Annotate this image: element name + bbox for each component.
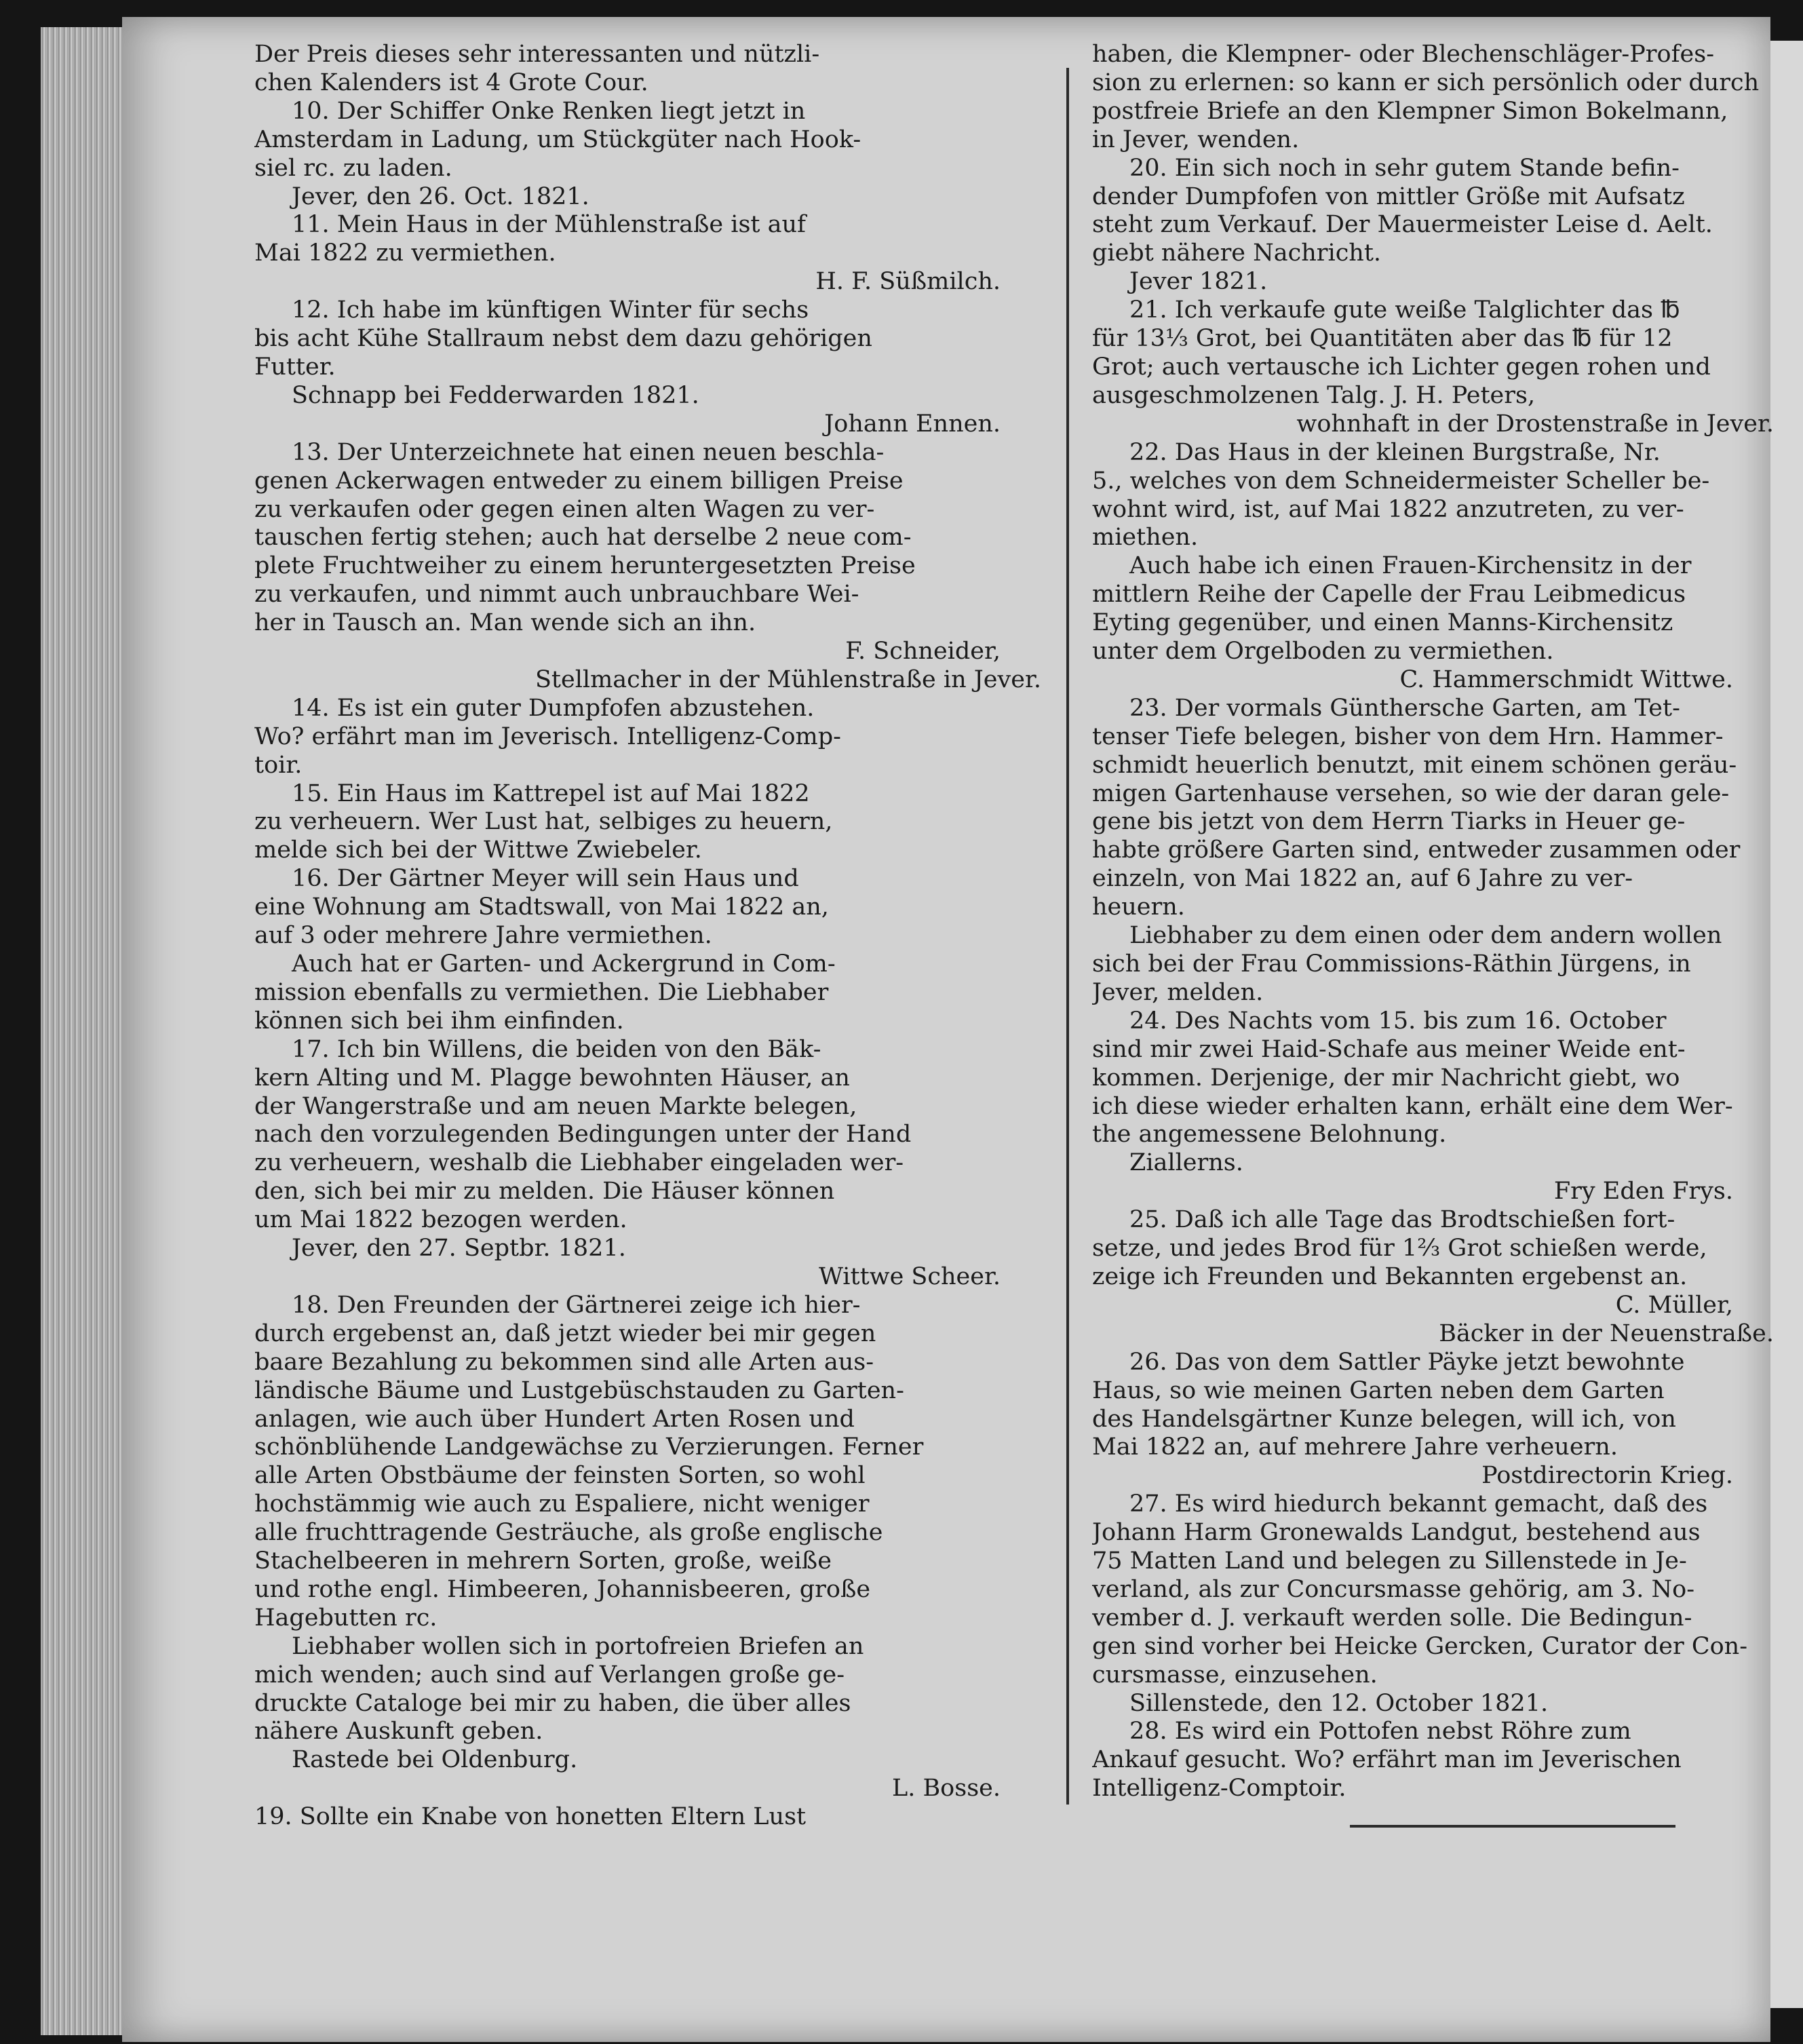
text-line: können sich bei ihm einfinden.	[254, 1007, 624, 1035]
text-line: setze, und jedes Brod für 1⅔ Grot schießen werde,	[1092, 1235, 1707, 1262]
text-line: toir.	[254, 751, 303, 779]
text-line: Wo? erfährt man im Jeverisch. Intelligenz-Comp-	[254, 722, 841, 750]
text-line: Jever 1821.	[1129, 268, 1268, 296]
text-line: 14. Es ist ein guter Dumpfofen abzustehen.	[292, 694, 815, 722]
text-line: Mai 1822 zu vermiethen.	[254, 239, 556, 267]
text-line: baare Bezahlung zu bekommen sind alle Arten aus-	[254, 1348, 874, 1376]
text-line: Schnapp bei Fedderwarden 1821.	[292, 381, 699, 409]
text-line: auf 3 oder mehrere Jahre vermiethen.	[254, 922, 712, 950]
text-line: Der Preis dieses sehr interessanten und nützli-	[254, 41, 820, 68]
text-line: her in Tausch an. Man wende sich an ihn.	[254, 609, 756, 637]
text-line: 20. Ein sich noch in sehr gutem Stande befin-	[1129, 154, 1680, 182]
text-line: 26. Das von dem Sattler Päyke jetzt bewohnte	[1129, 1348, 1685, 1376]
text-line: zu verheuern. Wer Lust hat, selbiges zu heuern,	[254, 808, 833, 836]
text-line: C. Hammerschmidt Wittwe.	[1399, 666, 1733, 693]
text-line: mission ebenfalls zu vermiethen. Die Liebhaber	[254, 978, 829, 1006]
text-line: heuern.	[1092, 893, 1185, 921]
text-line: 15. Ein Haus im Kattrepel ist auf Mai 1822	[292, 779, 810, 807]
text-line: nach den vorzulegenden Bedingungen unter der Hand	[254, 1121, 912, 1149]
text-line: Johann Harm Gronewalds Landgut, bestehend aus	[1092, 1519, 1701, 1547]
text-line: 21. Ich verkaufe gute weiße Talglichter das ℔	[1129, 296, 1680, 324]
text-line: schönblühende Landgewächse zu Verzierungen. Ferner	[254, 1433, 924, 1461]
text-line: sion zu erlernen: so kann er sich persönlich oder durch	[1092, 69, 1760, 96]
text-line: zu verheuern, weshalb die Liebhaber eingeladen wer-	[254, 1149, 904, 1177]
text-line: Auch habe ich einen Frauen-Kirchensitz in der	[1129, 552, 1692, 580]
text-line: Liebhaber wollen sich in portofreien Briefen an	[292, 1632, 864, 1660]
text-line: wohnt wird, ist, auf Mai 1822 anzutreten, zu ver-	[1092, 495, 1684, 523]
right-text-column	[1092, 41, 1774, 1803]
text-line: 12. Ich habe im künftigen Winter für sechs	[292, 296, 809, 324]
text-line: kommen. Derjenige, der mir Nachricht giebt, wo	[1092, 1064, 1680, 1092]
text-line: Jever, den 26. Oct. 1821.	[292, 182, 589, 210]
text-line: melde sich bei der Wittwe Zwiebeler.	[254, 836, 702, 864]
text-line: Postdirectorin Krieg.	[1481, 1462, 1733, 1490]
text-line: giebt nähere Nachricht.	[1092, 239, 1382, 267]
text-line: H. F. Süßmilch.	[815, 268, 1001, 296]
text-line: 11. Mein Haus in der Mühlenstraße ist auf	[292, 211, 806, 239]
text-line: mittlern Reihe der Capelle der Frau Leibmedicus	[1092, 581, 1686, 609]
text-line: Johann Ennen.	[824, 410, 1001, 438]
text-line: ich diese wieder erhalten kann, erhält eine dem Wer-	[1092, 1092, 1733, 1120]
text-line: haben, die Klempner- oder Blechenschläger-Profes-	[1092, 41, 1715, 68]
text-line: Sillenstede, den 12. October 1821.	[1129, 1689, 1549, 1717]
text-line: habte größere Garten sind, entweder zusammen oder	[1092, 836, 1741, 864]
text-line: Amsterdam in Ladung, um Stückgüter nach Hook-	[254, 126, 861, 153]
text-line: zu verkaufen, und nimmt auch unbrauchbare Wei-	[254, 581, 859, 609]
text-line: Hagebutten rc.	[254, 1604, 438, 1632]
text-line: verland, als zur Concursmasse gehörig, am 3. No-	[1092, 1575, 1695, 1603]
text-line: und rothe engl. Himbeeren, Johannisbeeren, große	[254, 1575, 871, 1603]
text-line: der Wangerstraße und am neuen Markte belegen,	[254, 1092, 857, 1120]
text-line: 28. Es wird ein Pottofen nebst Röhre zum	[1129, 1718, 1631, 1746]
text-line: schmidt heuerlich benutzt, mit einem schönen geräu-	[1092, 751, 1737, 779]
text-line: cursmasse, einzusehen.	[1092, 1661, 1378, 1689]
text-line: zeige ich Freunden und Bekannten ergebenst an.	[1092, 1262, 1688, 1290]
text-line: hochstämmig wie auch zu Espaliere, nicht weniger	[254, 1490, 870, 1518]
text-line: Auch hat er Garten- und Ackergrund in Com-	[292, 950, 836, 978]
text-line: sind mir zwei Haid-Schafe aus meiner Weide ent-	[1092, 1035, 1686, 1063]
text-line: einzeln, von Mai 1822 an, auf 6 Jahre zu ver-	[1092, 865, 1633, 893]
text-line: alle Arten Obstbäume der feinsten Sorten, so wohl	[254, 1462, 866, 1490]
text-line: Mai 1822 an, auf mehrere Jahre verheuern.	[1092, 1433, 1618, 1461]
text-line: nähere Auskunft geben.	[254, 1718, 543, 1746]
text-line: postfreie Briefe an den Klempner Simon Bokelmann,	[1092, 97, 1728, 125]
text-line: alle fruchttragende Gesträuche, als große englische	[254, 1519, 883, 1547]
text-line: 19. Sollte ein Knabe von honetten Eltern Lust	[254, 1803, 807, 1831]
text-line: Stachelbeeren in mehrern Sorten, große, weiße	[254, 1547, 832, 1575]
text-line: des Handelsgärtner Kunze belegen, will ich, von	[1092, 1405, 1676, 1433]
text-line: 24. Des Nachts vom 15. bis zum 16. October	[1129, 1007, 1667, 1035]
text-line: ländische Bäume und Lustgebüschstauden zu Garten-	[254, 1376, 904, 1404]
text-line: 13. Der Unterzeichnete hat einen neuen beschla-	[292, 438, 885, 466]
text-line: Liebhaber zu dem einen oder dem andern wollen	[1129, 922, 1722, 950]
text-line: plete Fruchtweiher zu einem heruntergesetzten Preise	[254, 552, 916, 580]
text-line: siel rc. zu laden.	[254, 154, 452, 182]
text-line: 23. Der vormals Günthersche Garten, am Tet-	[1129, 694, 1680, 722]
text-line: kern Alting und M. Plagge bewohnten Häuser, an	[254, 1064, 850, 1092]
text-line: 17. Ich bin Willens, die beiden von den Bäk-	[292, 1035, 821, 1063]
left-text-column	[254, 41, 1041, 1832]
text-line: gene bis jetzt von dem Herrn Tiarks in Heuer ge-	[1092, 808, 1686, 836]
text-line: 22. Das Haus in der kleinen Burgstraße, Nr.	[1129, 438, 1661, 466]
text-line: 18. Den Freunden der Gärtnerei zeige ich hier-	[292, 1291, 861, 1319]
text-line: Fry Eden Frys.	[1553, 1178, 1733, 1206]
text-line: Futter.	[254, 353, 336, 381]
text-line: den, sich bei mir zu melden. Die Häuser können	[254, 1178, 835, 1206]
text-line: Ankauf gesucht. Wo? erfährt man im Jeverischen	[1092, 1746, 1682, 1774]
text-line: 27. Es wird hiedurch bekannt gemacht, daß des	[1129, 1490, 1708, 1518]
text-line: in Jever, wenden.	[1092, 126, 1300, 153]
text-line: 75 Matten Land und belegen zu Sillenstede in Je-	[1092, 1547, 1687, 1575]
text-line: Rastede bei Oldenburg.	[292, 1746, 578, 1774]
text-line: mich wenden; auch sind auf Verlangen große ge-	[254, 1661, 845, 1689]
text-line: migen Gartenhause versehen, so wie der daran gele-	[1092, 779, 1730, 807]
text-line: 16. Der Gärtner Meyer will sein Haus und	[292, 865, 799, 893]
text-line: F. Schneider,	[845, 638, 1001, 666]
text-line: 10. Der Schiffer Onke Renken liegt jetzt in	[292, 97, 806, 125]
text-line: unter dem Orgelboden zu vermiethen.	[1092, 638, 1554, 666]
text-line: sich bei der Frau Commissions-Räthin Jürgens, in	[1092, 950, 1691, 978]
text-line: Haus, so wie meinen Garten neben dem Garten	[1092, 1376, 1665, 1404]
text-line: Ziallerns.	[1129, 1149, 1243, 1177]
text-line: tauschen fertig stehen; auch hat derselbe 2 neue com-	[254, 524, 912, 552]
text-line: zu verkaufen oder gegen einen alten Wagen zu ver-	[254, 495, 875, 523]
text-line: genen Ackerwagen entweder zu einem billigen Preise	[254, 467, 904, 495]
text-line: Eyting gegenüber, und einen Manns-Kirchensitz	[1092, 609, 1673, 637]
text-line: steht zum Verkauf. Der Mauermeister Leise d. Aelt.	[1092, 211, 1713, 239]
text-line: für 13⅓ Grot, bei Quantitäten aber das ℔ für 12	[1092, 325, 1673, 353]
text-line: durch ergebenst an, daß jetzt wieder bei mir gegen	[254, 1319, 876, 1347]
facing-page-edge	[1770, 41, 1803, 2008]
text-line: 5., welches von dem Schneidermeister Scheller be-	[1092, 467, 1710, 495]
text-line: ausgeschmolzenen Talg. J. H. Peters,	[1092, 381, 1536, 409]
text-line: bis acht Kühe Stallraum nebst dem dazu gehörigen	[254, 325, 872, 353]
text-line: gen sind vorher bei Heicke Gercken, Curator der Con-	[1092, 1632, 1748, 1660]
text-line: eine Wohnung am Stadtswall, von Mai 1822 an,	[254, 893, 829, 921]
text-line: Jever, den 27. Septbr. 1821.	[292, 1235, 626, 1262]
text-line: wohnhaft in der Drostenstraße in Jever.	[1296, 410, 1774, 438]
text-line: Grot; auch vertausche ich Lichter gegen rohen und	[1092, 353, 1711, 381]
text-line: Wittwe Scheer.	[818, 1262, 1001, 1290]
text-line: chen Kalenders ist 4 Grote Cour.	[254, 69, 648, 96]
text-line: 25. Daß ich alle Tage das Brodtschießen fort-	[1129, 1206, 1675, 1234]
text-line: Jever, melden.	[1092, 978, 1264, 1006]
column-divider-rule	[1066, 68, 1069, 1805]
text-line: um Mai 1822 bezogen werden.	[254, 1206, 627, 1234]
text-line: L. Bosse.	[891, 1775, 1001, 1802]
text-line: miethen.	[1092, 524, 1199, 552]
text-line: Stellmacher in der Mühlenstraße in Jever.	[535, 666, 1041, 693]
closing-rule	[1350, 1825, 1675, 1828]
text-line: Intelligenz-Comptoir.	[1092, 1775, 1346, 1802]
text-line: Bäcker in der Neuenstraße.	[1439, 1319, 1774, 1347]
text-line: vember d. J. verkauft werden solle. Die Bedingun-	[1092, 1604, 1692, 1632]
text-line: the angemessene Belohnung.	[1092, 1121, 1447, 1149]
text-line: druckte Cataloge bei mir zu haben, die über alles	[254, 1689, 851, 1717]
text-line: tenser Tiefe belegen, bisher von dem Hrn. Hammer-	[1092, 722, 1724, 750]
text-line: dender Dumpfofen von mittler Größe mit Aufsatz	[1092, 182, 1685, 210]
text-line: C. Müller,	[1615, 1291, 1733, 1319]
text-line: anlagen, wie auch über Hundert Arten Rosen und	[254, 1405, 855, 1433]
